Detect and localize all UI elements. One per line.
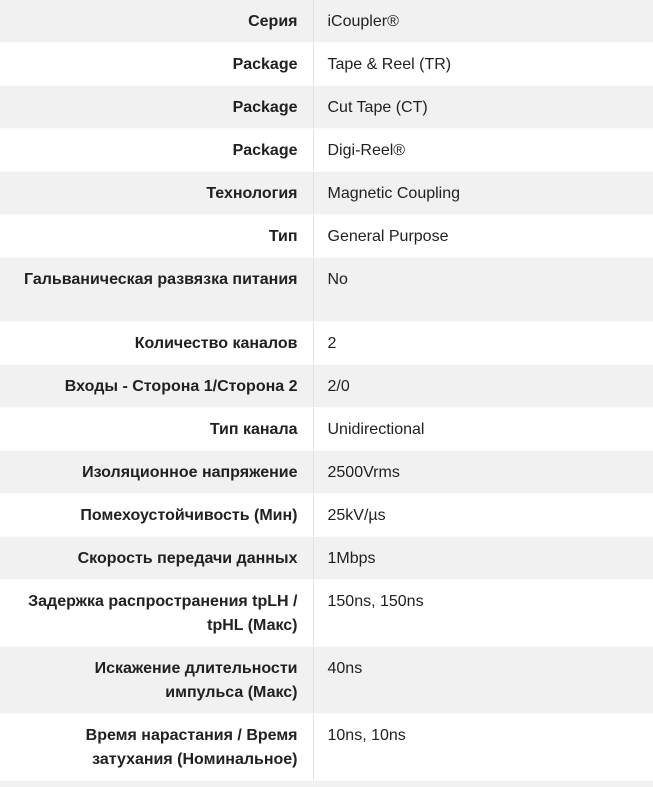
- spec-row: [0, 494, 653, 537]
- spec-value: Magnetic Coupling: [313, 172, 653, 215]
- spec-label: Тип канала: [0, 408, 313, 451]
- spec-value: 150ns, 150ns: [313, 580, 653, 647]
- spec-value: 40ns: [313, 647, 653, 714]
- spec-row: [0, 86, 653, 129]
- spec-value: 1Mbps: [313, 537, 653, 580]
- spec-label: Помехоустойчивость (Мин): [0, 494, 313, 537]
- spec-value: General Purpose: [313, 215, 653, 258]
- spec-row: [0, 129, 653, 172]
- spec-label: Задержка распространения tpLH / tpHL (Макс): [0, 580, 313, 647]
- spec-value: Cut Tape (CT): [313, 86, 653, 129]
- spec-row: [0, 580, 653, 647]
- spec-value: Tape & Reel (TR): [313, 43, 653, 86]
- spec-label: Изоляционное напряжение: [0, 451, 313, 494]
- spec-value: iCoupler®: [313, 0, 653, 43]
- spec-label: Количество каналов: [0, 322, 313, 365]
- spec-row: [0, 714, 653, 781]
- spec-label: Скорость передачи данных: [0, 537, 313, 580]
- table-bottom-edge: [0, 781, 653, 787]
- spec-row: [0, 215, 653, 258]
- spec-row: [0, 408, 653, 451]
- spec-label: Технология: [0, 172, 313, 215]
- spec-value: 25kV/µs: [313, 494, 653, 537]
- spec-row: [0, 647, 653, 714]
- spec-value: No: [313, 258, 653, 322]
- spec-row: [0, 43, 653, 86]
- spec-row: [0, 322, 653, 365]
- spec-row: [0, 0, 653, 43]
- spec-label: Входы - Сторона 1/Сторона 2: [0, 365, 313, 408]
- spec-row: [0, 172, 653, 215]
- spec-row: [0, 537, 653, 580]
- spec-value: Digi-Reel®: [313, 129, 653, 172]
- spec-row: [0, 451, 653, 494]
- spec-label: Package: [0, 86, 313, 129]
- spec-value: 10ns, 10ns: [313, 714, 653, 781]
- spec-value: 2: [313, 322, 653, 365]
- spec-label: Время нарастания / Время затухания (Номинальное): [0, 714, 313, 781]
- spec-label: Искажение длительности импульса (Макс): [0, 647, 313, 714]
- spec-label: Тип: [0, 215, 313, 258]
- spec-label: Package: [0, 129, 313, 172]
- spec-label: Серия: [0, 0, 313, 43]
- spec-value: Unidirectional: [313, 408, 653, 451]
- spec-row: [0, 258, 653, 322]
- spec-row: [0, 365, 653, 408]
- spec-label: Гальваническая развязка питания: [0, 258, 313, 322]
- spec-value: 2/0: [313, 365, 653, 408]
- spec-value: 2500Vrms: [313, 451, 653, 494]
- spec-label: Package: [0, 43, 313, 86]
